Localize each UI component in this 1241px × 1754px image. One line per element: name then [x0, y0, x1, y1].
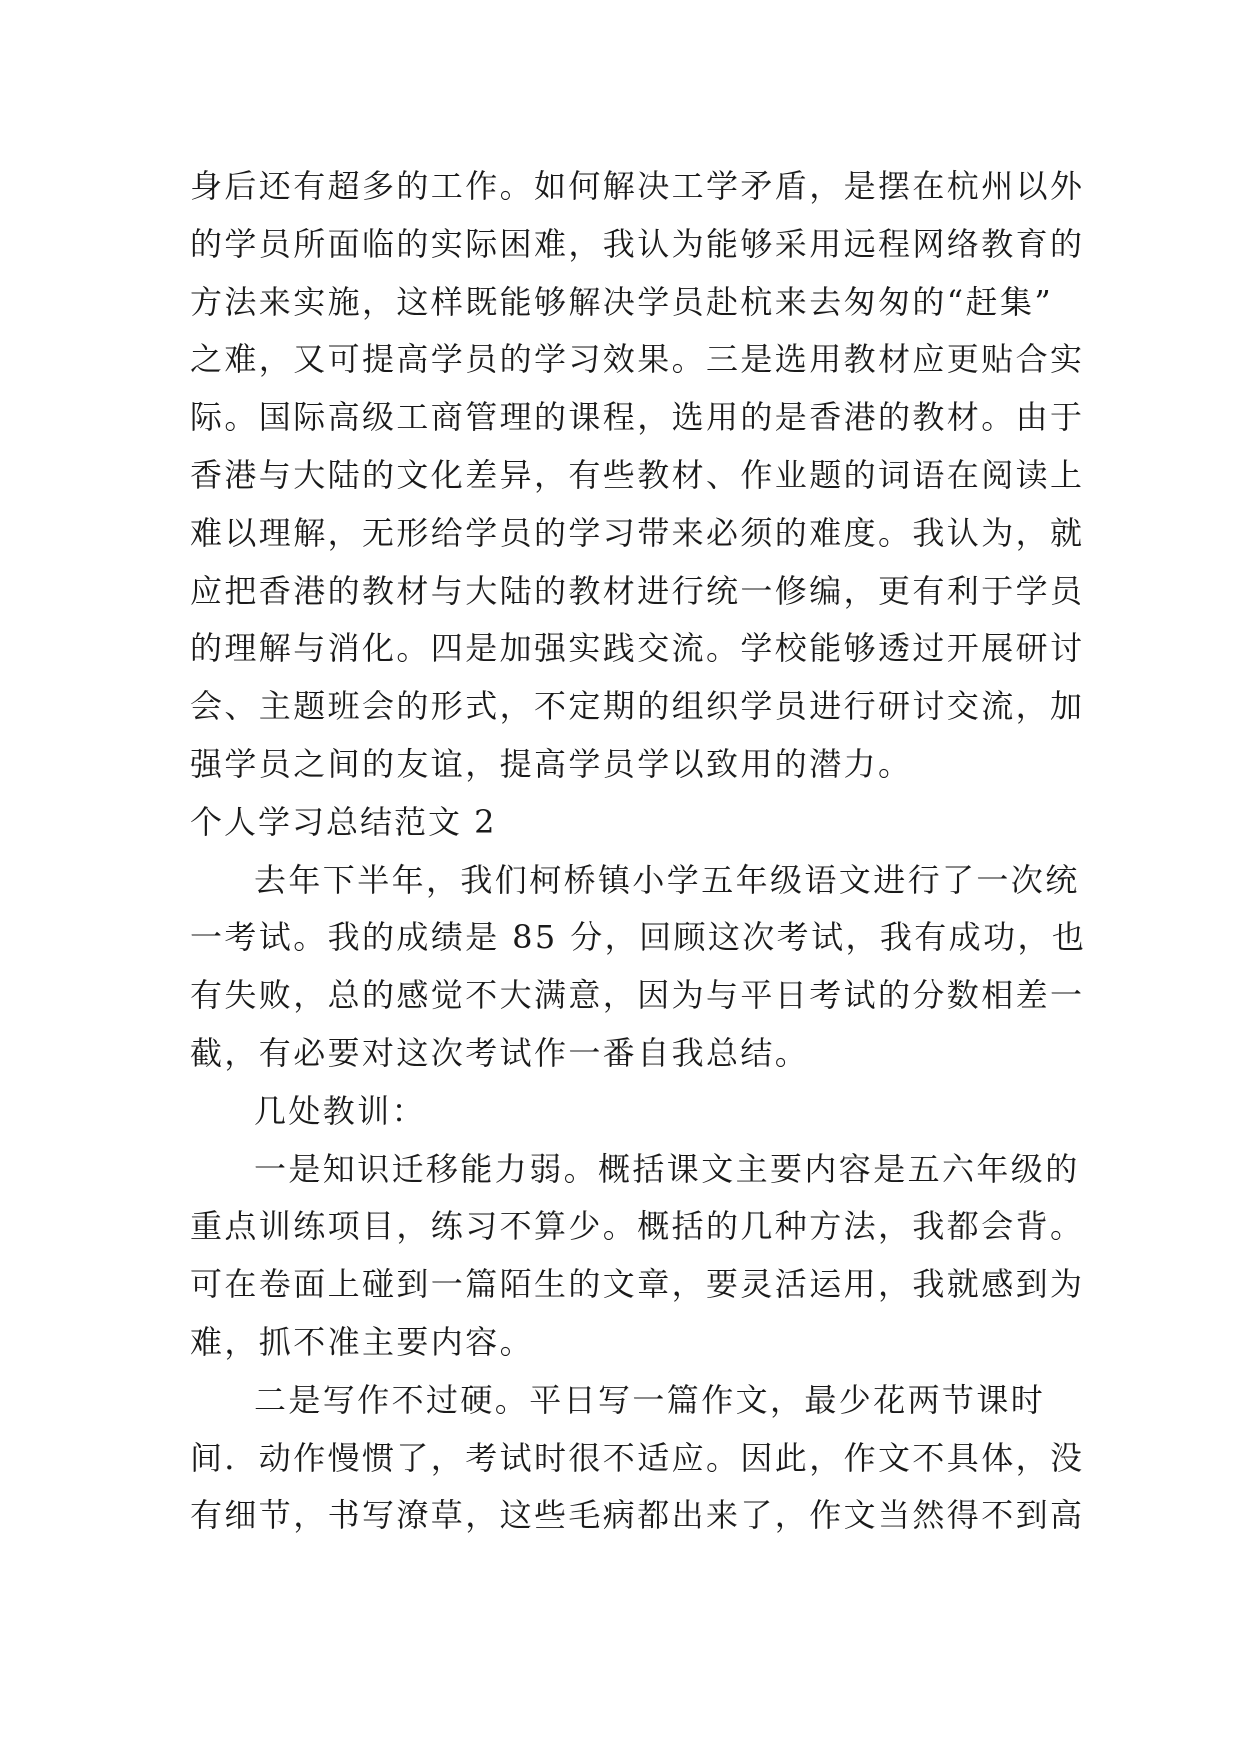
text-line: 有失败，总的感觉不大满意，因为与平日考试的分数相差一	[190, 976, 1085, 1015]
paragraph-first-line: 二是写作不过硬。平日写一篇作文，最少花两节课时	[254, 1380, 1046, 1419]
text-line: 香港与大陆的文化差异，有些教材、作业题的词语在阅读上	[190, 455, 1085, 494]
text-line: 的理解与消化。四是加强实践交流。学校能够透过开展研讨	[190, 629, 1085, 668]
text-line: 身后还有超多的工作。如何解决工学矛盾，是摆在杭州以外	[190, 167, 1085, 205]
text-line: 可在卷面上碰到一篇陌生的文章，要灵活运用，我就感到为	[190, 1265, 1085, 1304]
text-line: 强学员之间的友谊，提高学员学以致用的潜力。	[190, 744, 913, 783]
text-line: 重点训练项目，练习不算少。概括的几种方法，我都会背。	[190, 1207, 1085, 1246]
text-line: 难以理解，无形给学员的学习带来必须的难度。我认为，就	[190, 513, 1085, 552]
text-line: 一考试。我的成绩是 85 分，回顾这次考试，我有成功，也	[190, 918, 1087, 957]
text-line: 截，有必要对这次考试作一番自我总结。	[190, 1033, 810, 1072]
paragraph-first-line: 去年下半年，我们柯桥镇小学五年级语文进行了一次统	[254, 860, 1080, 899]
text-line: 之难，又可提高学员的学习效果。三是选用教材应更贴合实	[190, 340, 1085, 379]
body-text	[190, 158, 1087, 1545]
section-heading: 个人学习总结范文 2	[190, 802, 497, 841]
text-line: 难，抓不准主要内容。	[190, 1322, 535, 1361]
text-line: 会、主题班会的形式，不定期的组织学员进行研讨交流，加	[190, 687, 1085, 726]
text-line: 应把香港的教材与大陆的教材进行统一修编，更有利于学员	[190, 571, 1085, 610]
text-line: 方法来实施，这样既能够解决学员赴杭来去匆匆的“赶集”	[190, 282, 1054, 321]
text-line: 间．动作慢惯了，考试时很不适应。因此，作文不具体，没	[190, 1438, 1085, 1477]
text-line: 有细节，书写潦草，这些毛病都出来了，作文当然得不到高	[190, 1496, 1085, 1535]
text-line: 际。国际高级工商管理的课程，选用的是香港的教材。由于	[190, 398, 1085, 437]
paragraph-first-line: 几处教训：	[254, 1091, 427, 1130]
paragraph-first-line: 一是知识迁移能力弱。概括课文主要内容是五六年级的	[254, 1149, 1080, 1188]
text-line: 的学员所面临的实际困难，我认为能够采用远程网络教育的	[190, 224, 1085, 263]
